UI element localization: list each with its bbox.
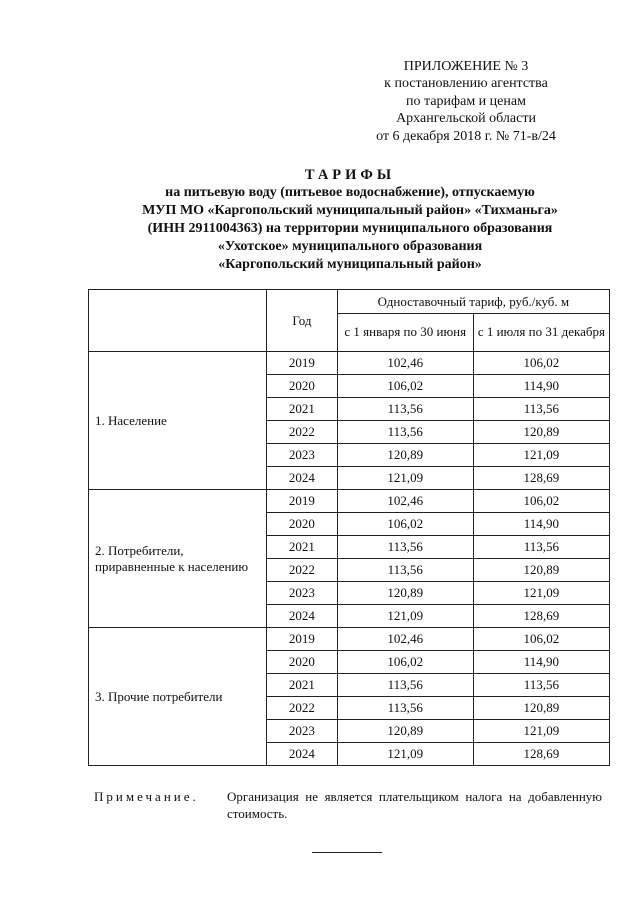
tariff-period-1-cell: 113,56 (337, 559, 473, 582)
document-title (90, 166, 610, 274)
tariff-period-2-cell: 128,69 (473, 467, 609, 490)
tariff-period-1-cell: 121,09 (337, 605, 473, 628)
tariff-period-2-cell: 121,09 (473, 582, 609, 605)
table-row (89, 628, 610, 651)
title-line: «Каргопольский муниципальный район» (218, 257, 482, 272)
tariff-period-2-cell: 128,69 (473, 605, 609, 628)
year-cell: 2019 (267, 628, 338, 651)
appendix-ref-line: по тарифам и ценам (406, 93, 526, 109)
title-line: «Ухотское» муниципального образования (217, 239, 483, 254)
tariff-period-2-cell: 113,56 (473, 674, 609, 697)
tariff-period-1-cell: 106,02 (337, 513, 473, 536)
category-cell: 2. Потребители, приравненные к населению (89, 490, 267, 628)
separator-line (312, 852, 382, 853)
tariff-period-2-cell: 106,02 (473, 352, 609, 375)
year-cell: 2019 (267, 352, 338, 375)
tariff-period-1-cell: 106,02 (337, 375, 473, 398)
tariff-period-2-cell: 106,02 (473, 628, 609, 651)
header-year: Год (267, 290, 338, 352)
tariff-period-1-cell: 121,09 (337, 743, 473, 766)
year-cell: 2019 (267, 490, 338, 513)
tariff-period-1-cell: 102,46 (337, 628, 473, 651)
tariff-period-2-cell: 114,90 (473, 375, 609, 398)
tariff-table (88, 289, 610, 766)
header-period-1: с 1 января по 30 июня (337, 314, 473, 352)
title-line: МУП МО «Каргопольский муниципальный район» «Тихманьга» (142, 203, 558, 218)
tariff-table-body (89, 352, 610, 766)
table-row (89, 490, 610, 513)
tariff-period-2-cell: 106,02 (473, 490, 609, 513)
year-cell: 2021 (267, 674, 338, 697)
category-cell: 1. Население (89, 352, 267, 490)
appendix-ref-line: Архангельской области (396, 111, 536, 127)
tariff-period-1-cell: 102,46 (337, 352, 473, 375)
year-cell: 2023 (267, 582, 338, 605)
header-category-cell (89, 290, 267, 352)
title-line: (ИНН 2911004363) на территории муниципального образования (147, 221, 553, 236)
appendix-block (330, 58, 602, 145)
tariff-period-1-cell: 113,56 (337, 697, 473, 720)
tariff-period-2-cell: 120,89 (473, 697, 609, 720)
year-cell: 2024 (267, 605, 338, 628)
year-cell: 2023 (267, 444, 338, 467)
tariff-period-1-cell: 121,09 (337, 467, 473, 490)
tariff-period-1-cell: 120,89 (337, 444, 473, 467)
table-row (89, 352, 610, 375)
tariff-period-1-cell: 113,56 (337, 536, 473, 559)
tariff-period-1-cell: 106,02 (337, 651, 473, 674)
note-label: Примечание. (94, 789, 199, 804)
tariff-period-2-cell: 121,09 (473, 720, 609, 743)
tariff-period-1-cell: 120,89 (337, 720, 473, 743)
tariff-period-2-cell: 113,56 (473, 536, 609, 559)
year-cell: 2023 (267, 720, 338, 743)
category-cell: 3. Прочие потребители (89, 628, 267, 766)
title-line: на питьевую воду (питьевое водоснабжение), отпускаемую (165, 185, 535, 200)
tariff-period-1-cell: 113,56 (337, 421, 473, 444)
tariff-period-2-cell: 121,09 (473, 444, 609, 467)
year-cell: 2020 (267, 651, 338, 674)
tariff-period-1-cell: 102,46 (337, 490, 473, 513)
title-heading: ТАРИФЫ (304, 167, 396, 183)
year-cell: 2020 (267, 513, 338, 536)
appendix-number: ПРИЛОЖЕНИЕ № 3 (403, 59, 529, 74)
tariff-period-2-cell: 114,90 (473, 651, 609, 674)
year-cell: 2020 (267, 375, 338, 398)
year-cell: 2024 (267, 467, 338, 490)
year-cell: 2021 (267, 536, 338, 559)
tariff-period-2-cell: 128,69 (473, 743, 609, 766)
year-cell: 2021 (267, 398, 338, 421)
tariff-period-1-cell: 113,56 (337, 674, 473, 697)
tariff-period-1-cell: 120,89 (337, 582, 473, 605)
appendix-ref-line: к постановлению агентства (384, 76, 548, 92)
year-cell: 2022 (267, 421, 338, 444)
year-cell: 2022 (267, 559, 338, 582)
note-text: Организация не является плательщиком налога на добавленную стоимость. (227, 789, 602, 821)
tariff-period-2-cell: 120,89 (473, 421, 609, 444)
tariff-period-2-cell: 120,89 (473, 559, 609, 582)
header-tariff: Одноставочный тариф, руб./куб. м (337, 290, 609, 314)
tariff-period-1-cell: 113,56 (337, 398, 473, 421)
header-period-2: с 1 июля по 31 декабря (473, 314, 609, 352)
appendix-date-line: от 6 декабря 2018 г. № 71-в/24 (376, 128, 556, 144)
year-cell: 2022 (267, 697, 338, 720)
year-cell: 2024 (267, 743, 338, 766)
tariff-period-2-cell: 113,56 (473, 398, 609, 421)
tariff-period-2-cell: 114,90 (473, 513, 609, 536)
